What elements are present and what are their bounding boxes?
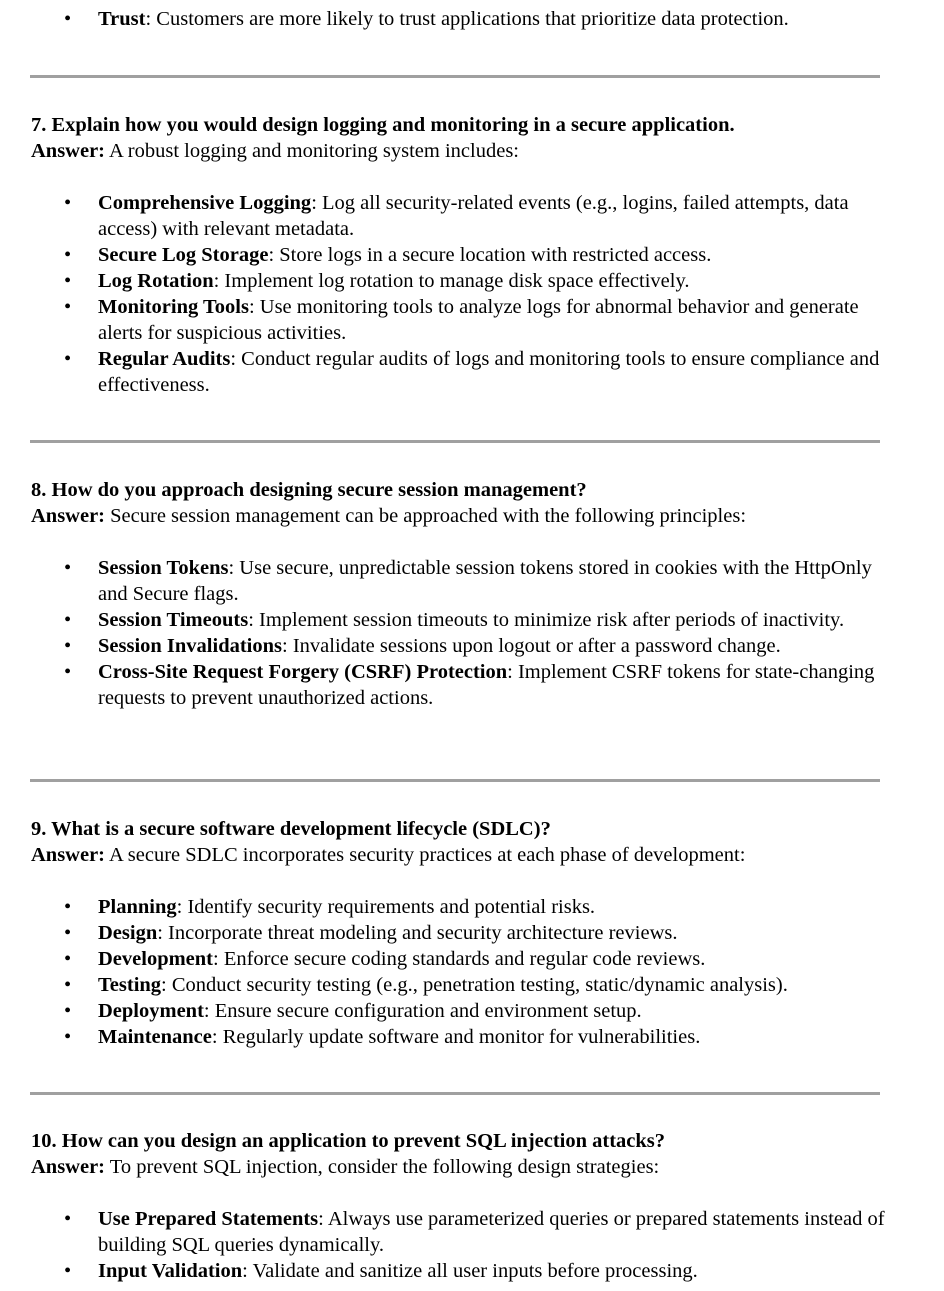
list-item	[31, 6, 888, 32]
item-text: : Implement log rotation to manage disk space effectively.	[213, 270, 690, 292]
list-item	[31, 659, 888, 711]
item-text: : Regularly update software and monitor for vulnerabilities.	[211, 1026, 701, 1048]
section-divider	[30, 1092, 880, 1095]
list-item	[31, 555, 888, 607]
item-term: Input Validation	[98, 1260, 243, 1282]
item-term: Planning	[98, 896, 177, 918]
item-text: : Implement session timeouts to minimize risk after periods of inactivity.	[248, 609, 845, 631]
item-term: Development	[98, 948, 214, 970]
list-item	[31, 920, 888, 946]
bullet-icon: •	[64, 609, 72, 631]
answer-bullet-list	[31, 894, 911, 1050]
item-term: Session Timeouts	[98, 609, 249, 631]
bullet-icon: •	[64, 896, 72, 918]
section-divider	[30, 779, 880, 782]
item-term: Use Prepared Statements	[98, 1208, 319, 1230]
answer-intro	[31, 138, 911, 164]
question-title: 10. How can you design an application to prevent SQL injection attacks?	[31, 1130, 666, 1152]
item-term: Testing	[98, 974, 162, 996]
answer-intro	[31, 1154, 911, 1180]
bullet-icon: •	[64, 948, 72, 970]
item-text: : Customers are more likely to trust applications that prioritize data protection.	[145, 8, 789, 30]
list-item	[31, 633, 888, 659]
item-text: : Conduct security testing (e.g., penetration testing, static/dynamic analysis).	[161, 974, 788, 996]
item-text: : Identify security requirements and potential risks.	[176, 896, 596, 918]
list-item	[31, 946, 888, 972]
bullet-icon: •	[64, 661, 72, 683]
answer-label: Answer:	[31, 505, 106, 527]
answer-bullet-list	[31, 1206, 911, 1284]
bullet-icon: •	[64, 244, 72, 266]
item-term: Session Tokens	[98, 557, 229, 579]
bullet-icon: •	[64, 270, 72, 292]
bullet-icon: •	[64, 192, 72, 214]
answer-label: Answer:	[31, 844, 106, 866]
question-title: 9. What is a secure software development lifecycle (SDLC)?	[31, 818, 551, 840]
bullet-icon: •	[64, 1260, 72, 1282]
list-item	[31, 346, 888, 398]
item-term: Maintenance	[98, 1026, 212, 1048]
bullet-icon: •	[64, 1026, 72, 1048]
item-term: Monitoring Tools	[98, 296, 249, 318]
list-item	[31, 190, 888, 242]
list-item	[31, 1206, 888, 1258]
item-term: Cross-Site Request Forgery (CSRF) Protection	[98, 661, 508, 683]
question-7	[31, 112, 911, 398]
item-text: : Always use parameterized queries or prepared statements instead of building SQL queries dynamically.	[98, 1208, 885, 1256]
item-text: : Validate and sanitize all user inputs before processing.	[242, 1260, 698, 1282]
answer-label: Answer:	[31, 140, 106, 162]
item-text: : Enforce secure coding standards and regular code reviews.	[213, 948, 706, 970]
list-item	[31, 972, 888, 998]
item-term: Log Rotation	[98, 270, 214, 292]
question-9	[31, 816, 911, 1050]
question-title: 8. How do you approach designing secure session management?	[31, 479, 587, 501]
list-item	[31, 1258, 888, 1284]
item-text: : Log all security-related events (e.g., logins, failed attempts, data access) with relevant metadata.	[98, 192, 849, 240]
item-term: Session Invalidations	[98, 635, 282, 657]
section-divider	[30, 75, 880, 78]
answer-text: Secure session management can be approached with the following principles:	[105, 505, 747, 527]
intro-section	[31, 6, 911, 32]
item-text: : Use monitoring tools to analyze logs for abnormal behavior and generate alerts for suspicious activities.	[98, 296, 859, 344]
item-text: : Incorporate threat modeling and security architecture reviews.	[157, 922, 678, 944]
item-text: : Invalidate sessions upon logout or after a password change.	[282, 635, 781, 657]
item-text: : Use secure, unpredictable session tokens stored in cookies with the HttpOnly and Secure flags.	[98, 557, 872, 605]
list-item	[31, 894, 888, 920]
section-divider	[30, 440, 880, 443]
item-term: Deployment	[98, 1000, 204, 1022]
list-item	[31, 294, 888, 346]
list-item	[31, 1024, 888, 1050]
question-10	[31, 1128, 911, 1284]
bullet-icon: •	[64, 922, 72, 944]
item-term: Design	[98, 922, 158, 944]
list-item	[31, 268, 888, 294]
list-item	[31, 242, 888, 268]
answer-text: A robust logging and monitoring system includes:	[105, 140, 519, 162]
bullet-icon: •	[64, 974, 72, 996]
answer-bullet-list	[31, 555, 911, 711]
item-text: : Conduct regular audits of logs and monitoring tools to ensure compliance and effectiveness.	[98, 348, 880, 396]
intro-bullet-list	[31, 6, 911, 32]
answer-intro	[31, 842, 911, 868]
item-term: Comprehensive Logging	[98, 192, 312, 214]
bullet-icon: •	[64, 557, 72, 579]
list-item	[31, 607, 888, 633]
item-term: Regular Audits	[98, 348, 231, 370]
question-title: 7. Explain how you would design logging and monitoring in a secure application.	[31, 114, 735, 136]
answer-intro	[31, 503, 911, 529]
item-text: : Implement CSRF tokens for state-changing requests to prevent unauthorized actions.	[98, 661, 875, 709]
bullet-icon: •	[64, 1208, 72, 1230]
item-text: : Store logs in a secure location with restricted access.	[268, 244, 712, 266]
bullet-icon: •	[64, 296, 72, 318]
answer-bullet-list	[31, 190, 911, 398]
question-8	[31, 477, 911, 711]
bullet-icon: •	[64, 1000, 72, 1022]
item-text: : Ensure secure configuration and environment setup.	[203, 1000, 642, 1022]
bullet-icon: •	[64, 635, 72, 657]
bullet-icon: •	[64, 348, 72, 370]
answer-label: Answer:	[31, 1156, 106, 1178]
answer-text: A secure SDLC incorporates security practices at each phase of development:	[105, 844, 746, 866]
item-term: Secure Log Storage	[98, 244, 269, 266]
bullet-icon: •	[64, 8, 72, 30]
list-item	[31, 998, 888, 1024]
answer-text: To prevent SQL injection, consider the following design strategies:	[105, 1156, 660, 1178]
item-term: Trust	[98, 8, 146, 30]
